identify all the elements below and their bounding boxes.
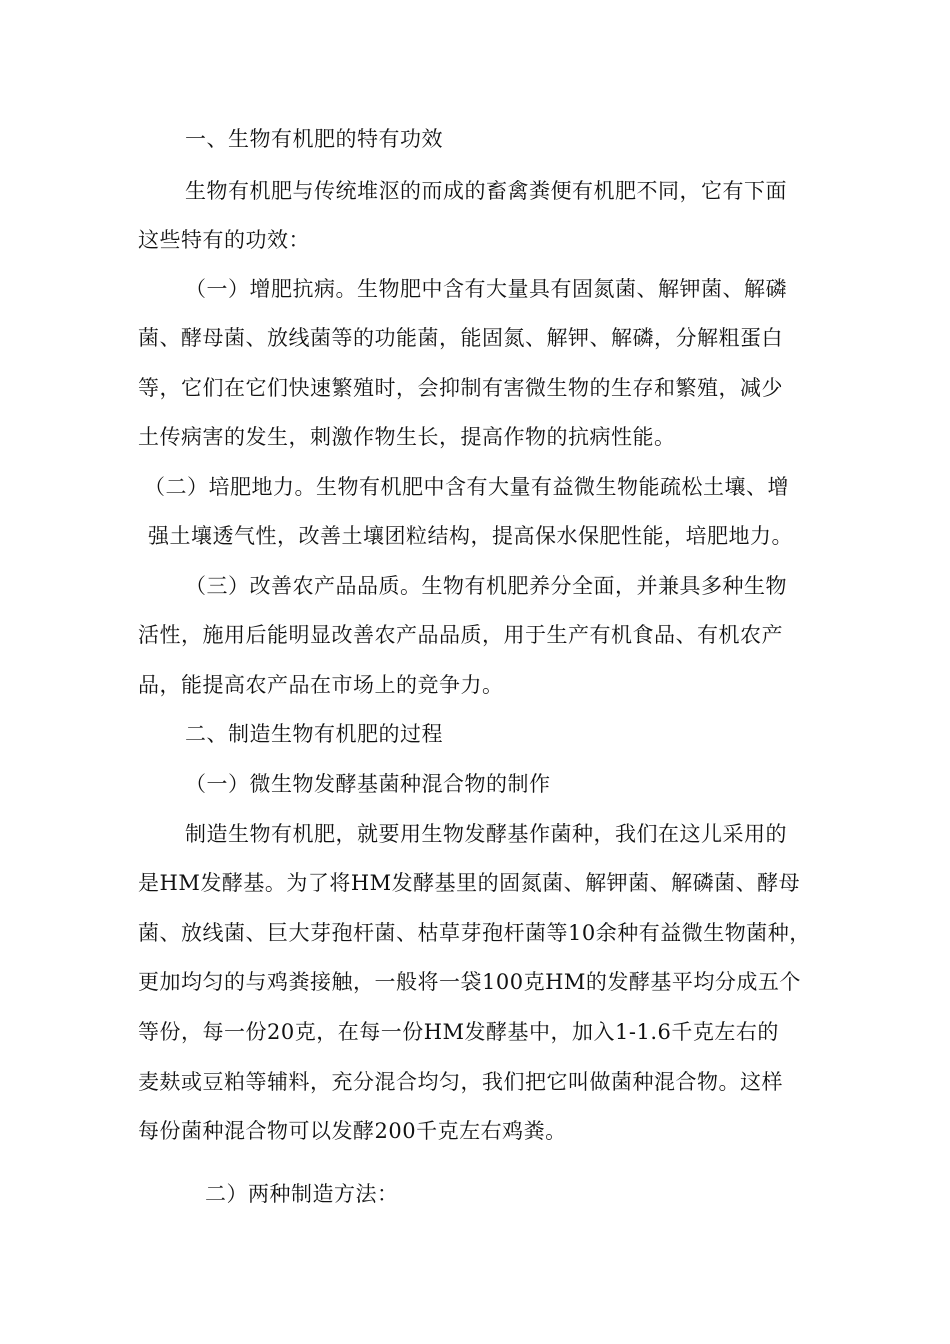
paragraph-line: 菌、酵母菌、放线菌等的功能菌，能固氮、解钾、解磷，分解粗蛋白	[138, 326, 783, 350]
subsection-heading: （一）微生物发酵基菌种混合物的制作	[185, 772, 551, 796]
paragraph-line: 麦麸或豆粕等辅料，充分混合均匀，我们把它叫做菌种混合物。这样	[138, 1070, 783, 1094]
paragraph-line: 制造生物有机肥，就要用生物发酵基作菌种，我们在这儿采用的	[185, 822, 787, 846]
paragraph-line: 强土壤透气性，改善土壤团粒结构，提高保水保肥性能，培肥地力。	[148, 524, 793, 548]
paragraph-line: 等份，每一份20克，在每一份HM发酵基中，加入1-1.6千克左右的	[138, 1020, 779, 1044]
subsection-line: （一）增肥抗病。生物肥中含有大量具有固氮菌、解钾菌、解磷	[185, 277, 787, 301]
paragraph-line: 等，它们在它们快速繁殖时，会抑制有害微生物的生存和繁殖，减少	[138, 376, 783, 400]
paragraph-line: 每份菌种混合物可以发酵200千克左右鸡粪。	[138, 1119, 567, 1143]
paragraph-line: 生物有机肥与传统堆沤的而成的畜禽粪便有机肥不同，它有下面	[185, 179, 787, 203]
subsection-line: （三）改善农产品品质。生物有机肥养分全面，并兼具多种生物	[185, 574, 787, 598]
paragraph-line: 品，能提高农产品在市场上的竞争力。	[138, 673, 504, 697]
section-heading-2: 二、制造生物有机肥的过程	[185, 722, 443, 746]
section-heading-1: 一、生物有机肥的特有功效	[185, 127, 443, 151]
paragraph-line: 是HM发酵基。为了将HM发酵基里的固氮菌、解钾菌、解磷菌、酵母	[138, 871, 801, 895]
subsection-heading: 二）两种制造方法：	[205, 1182, 399, 1206]
paragraph-line: 更加均匀的与鸡粪接触，一般将一袋100克HM的发酵基平均分成五个	[138, 970, 801, 994]
paragraph-line: 这些特有的功效：	[138, 228, 310, 252]
paragraph-line: 活性，施用后能明显改善农产品品质，用于生产有机食品、有机农产	[138, 623, 783, 647]
paragraph-line: 土传病害的发生，刺激作物生长，提高作物的抗病性能。	[138, 425, 676, 449]
paragraph-line: 菌、放线菌、巨大芽孢杆菌、枯草芽孢杆菌等10余种有益微生物菌种，	[138, 921, 811, 945]
subsection-line: （二）培肥地力。生物有机肥中含有大量有益微生物能疏松土壤、增	[144, 475, 789, 499]
